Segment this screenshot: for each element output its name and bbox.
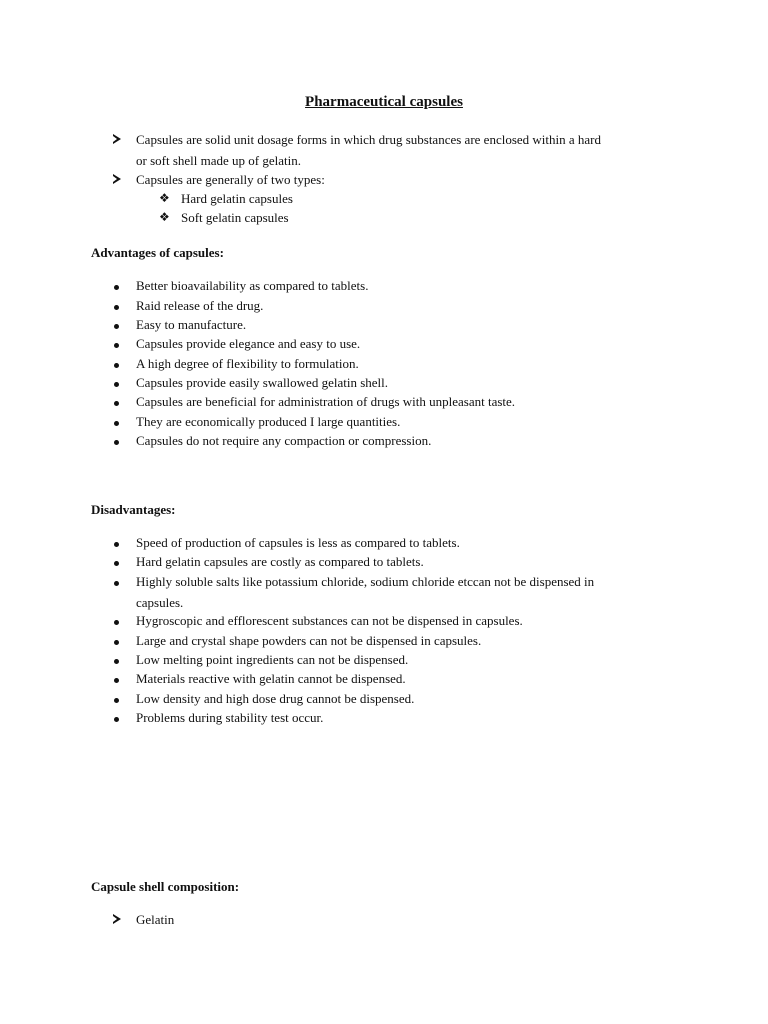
bullet-icon (114, 572, 119, 591)
bullet-icon (114, 650, 119, 669)
bullet-icon (114, 392, 119, 411)
advantage-item-text: Capsules are beneficial for administration of drugs with unpleasant taste. (136, 394, 516, 409)
bullet-icon (114, 373, 119, 392)
bullet-icon (114, 533, 119, 552)
bullet-icon (114, 412, 119, 431)
disadvantage-item-text: Hygroscopic and efflorescent substances can not be dispensed in capsules. (136, 613, 523, 628)
advantage-item-text: Capsules provide easily swallowed gelatin shell. (136, 375, 389, 390)
intro-item-line: Capsules are generally of two types: (136, 172, 325, 187)
bullet-icon (114, 296, 119, 315)
advantages-heading: Advantages of capsules: (91, 245, 224, 260)
disadvantage-item-text: Highly soluble salts like potassium chloride, sodium chloride etccan not be dispensed in (136, 574, 595, 589)
disadvantage-item-text: Speed of production of capsules is less as compared to tablets. (136, 535, 460, 550)
disadvantage-item-text: Low density and high dose drug cannot be dispensed. (136, 691, 415, 706)
bullet-icon (114, 431, 119, 450)
advantage-item-text: Better bioavailability as compared to tablets. (136, 278, 369, 293)
advantage-item-text: Raid release of the drug. (136, 298, 264, 313)
arrow-icon (113, 130, 121, 149)
disadvantage-item-text: Materials reactive with gelatin cannot be dispensed. (136, 671, 406, 686)
intro-item-line: Capsules are solid unit dosage forms in which drug substances are enclosed within a hard (136, 132, 601, 147)
advantage-item-text: They are economically produced I large quantities. (136, 414, 401, 429)
advantage-item-text: A high degree of flexibility to formulation. (136, 356, 359, 371)
bullet-icon (114, 708, 119, 727)
bullet-icon (114, 689, 119, 708)
disadvantage-item-text: Large and crystal shape powders can not be dispensed in capsules. (136, 633, 482, 648)
disadvantage-item-text: Low melting point ingredients can not be dispensed. (136, 652, 409, 667)
bullet-icon (114, 631, 119, 650)
advantage-item-text: Capsules provide elegance and easy to use. (136, 336, 361, 351)
type-item-label: Hard gelatin capsules (181, 191, 293, 206)
disadvantage-item-text: Problems during stability test occur. (136, 710, 324, 725)
bullet-icon (114, 334, 119, 353)
disadvantage-item-text: Hard gelatin capsules are costly as compared to tablets. (136, 554, 424, 569)
bullet-icon (114, 611, 119, 630)
diamond-icon: ❖ (159, 191, 170, 205)
arrow-icon (113, 170, 121, 189)
bullet-icon (114, 354, 119, 373)
bullet-icon (114, 315, 119, 334)
arrow-icon (113, 910, 121, 929)
composition-item-text: Gelatin (136, 912, 175, 927)
bullet-icon (114, 552, 119, 571)
advantage-item-text: Easy to manufacture. (136, 317, 247, 332)
intro-item-line: or soft shell made up of gelatin. (136, 153, 301, 168)
disadvantage-item-text: capsules. (136, 595, 184, 610)
page-title: Pharmaceutical capsules (305, 94, 463, 110)
bullet-icon (114, 276, 119, 295)
type-item-label: Soft gelatin capsules (181, 210, 289, 225)
bullet-icon (114, 669, 119, 688)
diamond-icon: ❖ (159, 210, 170, 224)
advantage-item-text: Capsules do not require any compaction or compression. (136, 433, 432, 448)
composition-heading: Capsule shell composition: (91, 879, 240, 894)
disadvantages-heading: Disadvantages: (91, 502, 176, 517)
